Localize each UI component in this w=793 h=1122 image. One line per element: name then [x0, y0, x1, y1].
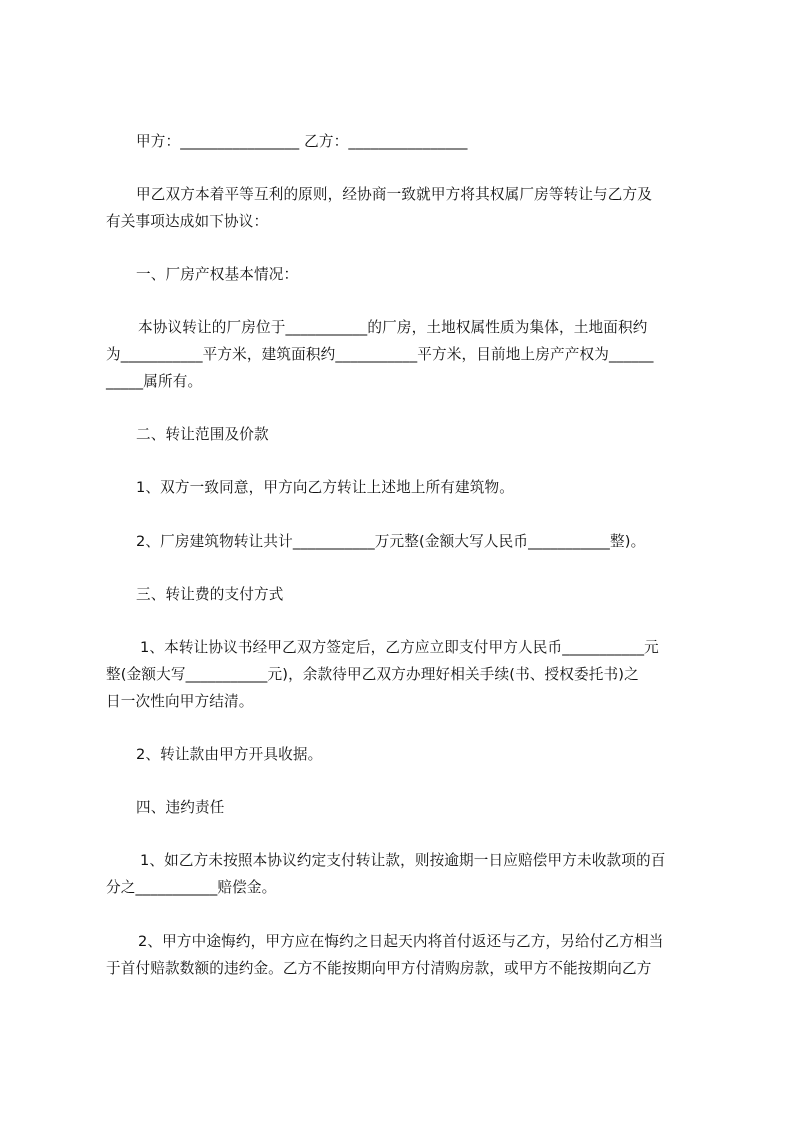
section2-item-2: 2、厂房建筑物转让共计___________万元整(金额大写人民币___________整)。 [136, 533, 646, 550]
section1-para-line-3: _____属所有。 [106, 373, 203, 390]
section4-heading: 四、违约责任 [136, 799, 225, 816]
section1-para-line-1: 本协议转让的厂房位于___________的厂房，土地权属性质为集体，土地面积约 [138, 319, 648, 336]
section1-heading: 一、厂房产权基本情况： [136, 266, 299, 283]
preamble-line-1: 甲乙双方本着平等互利的原则，经协商一致就甲方将其权属厂房等转让与乙方及 [136, 186, 653, 203]
section4-item1-line-2: 分之___________赔偿金。 [106, 879, 277, 896]
section4-item2-line-1: 2、甲方中途悔约，甲方应在悔约之日起天内将首付返还与乙方，另给付乙方相当 [138, 933, 664, 950]
section1-para-line-2: 为___________平方米，建筑面积约___________平方米，目前地上房产产权为______ [106, 346, 654, 363]
section4-item2-line-2: 于首付赔款数额的违约金。乙方不能按期向甲方付清购房款，或甲方不能按期向乙方 [106, 960, 652, 977]
parties-line: 甲方：________________ 乙方：________________ [136, 133, 468, 150]
preamble-line-2: 有关事项达成如下协议： [106, 213, 269, 230]
section3-heading: 三、转让费的支付方式 [136, 586, 284, 603]
section3-item1-line-1: 1、本转让协议书经甲乙双方签定后，乙方应立即支付甲方人民币___________元 [140, 639, 659, 656]
section3-item1-line-3: 日一次性向甲方结清。 [106, 693, 254, 710]
section3-item-2: 2、转让款由甲方开具收据。 [136, 746, 323, 763]
section2-heading: 二、转让范围及价款 [136, 426, 269, 443]
section4-item1-line-1: 1、如乙方未按照本协议约定支付转让款，则按逾期一日应赔偿甲方未收款项的百 [140, 852, 666, 869]
section2-item-1: 1、双方一致同意，甲方向乙方转让上述地上所有建筑物。 [136, 479, 515, 496]
section3-item1-line-2: 整(金额大写___________元)，余款待甲乙双方办理好相关手续(书、授权委托书)之 [106, 666, 639, 683]
